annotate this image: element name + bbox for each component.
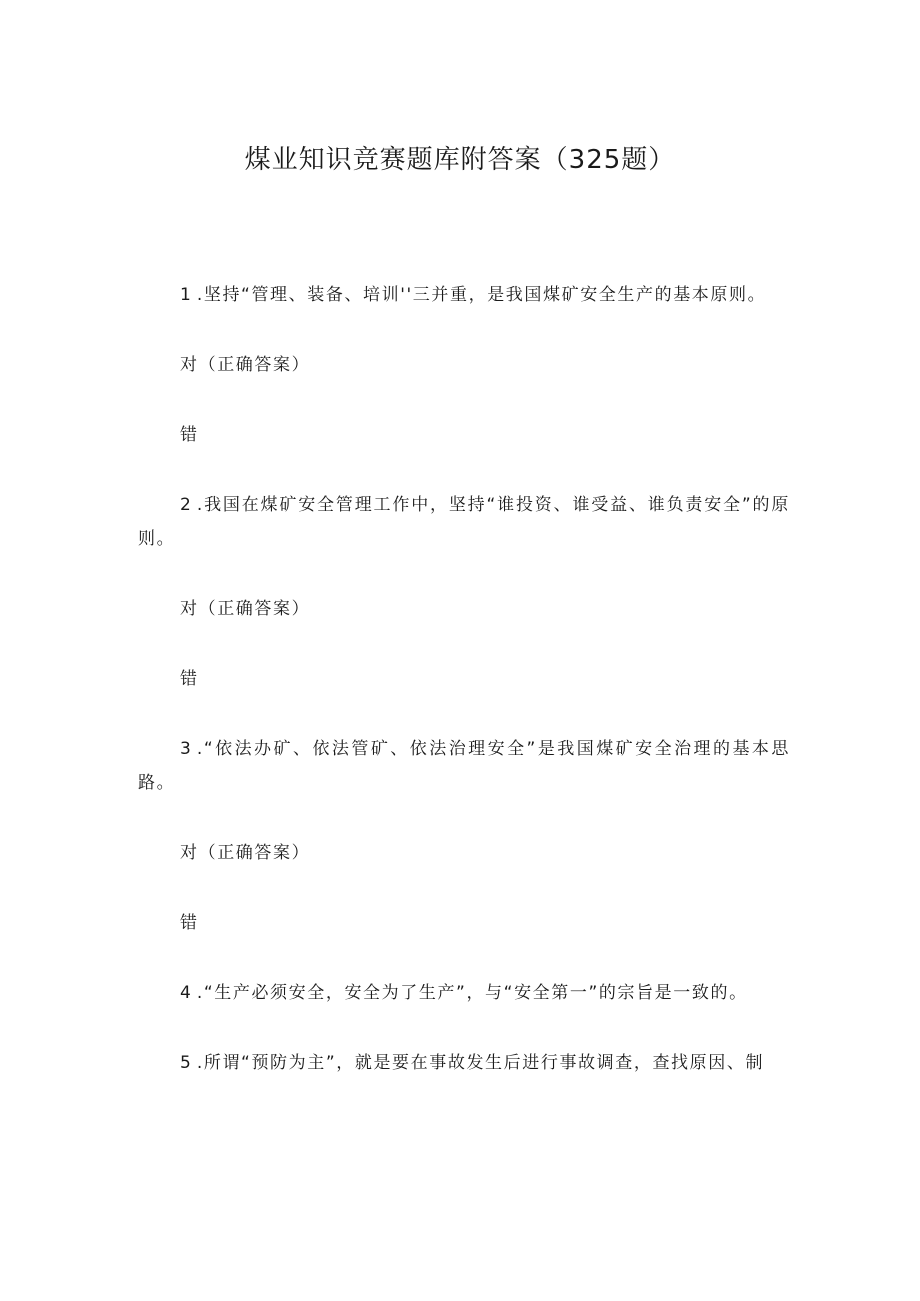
question-number: 2 <box>180 495 197 515</box>
question-dot: . <box>196 285 204 305</box>
option-correct: 对（正确答案） <box>180 599 311 619</box>
question-dot: . <box>196 983 204 1003</box>
option-wrong: 错 <box>180 913 199 933</box>
question-dot: . <box>196 1053 204 1073</box>
question-text: 坚持“管理、装备、培训''三并重，是我国煤矿安全生产的基本原则。 <box>203 285 767 305</box>
question-text: 所谓“预防为主”，就是要在事故发生后进行事故调查，查找原因、制 <box>203 1053 765 1073</box>
spacer <box>138 1010 790 1046</box>
spacer <box>138 452 790 488</box>
spacer <box>138 696 790 732</box>
question-dot: . <box>196 739 204 759</box>
option-wrong: 错 <box>180 669 199 689</box>
spacer <box>138 870 790 906</box>
question-number: 5 <box>180 1053 197 1073</box>
question-dot: . <box>196 495 204 515</box>
spacer <box>138 940 790 976</box>
question-text: 我国在煤矿安全管理工作中，坚持“谁投资、谁受益、谁负责安全”的原则。 <box>138 495 790 549</box>
question-2 <box>138 488 790 556</box>
question-text: “依法办矿、依法管矿、依法治理安全”是我国煤矿安全治理的基本思路。 <box>138 739 790 793</box>
spacer <box>138 312 790 348</box>
question-list <box>138 278 790 1080</box>
question-4 <box>138 976 790 1010</box>
question-1 <box>138 278 790 312</box>
spacer <box>138 800 790 836</box>
spacer <box>138 626 790 662</box>
question-3 <box>138 732 790 800</box>
spacer <box>138 556 790 592</box>
question-number: 4 <box>180 983 197 1003</box>
question-5 <box>138 1046 790 1080</box>
spacer <box>138 382 790 418</box>
question-text: “生产必须安全，安全为了生产”，与“安全第一”的宗旨是一致的。 <box>203 983 748 1003</box>
question-number: 1 <box>180 285 197 305</box>
option-correct: 对（正确答案） <box>180 355 311 375</box>
document-title: 煤业知识竞赛题库附答案（325题） <box>244 145 676 175</box>
question-number: 3 <box>180 739 197 759</box>
option-wrong: 错 <box>180 425 199 445</box>
option-correct: 对（正确答案） <box>180 843 311 863</box>
